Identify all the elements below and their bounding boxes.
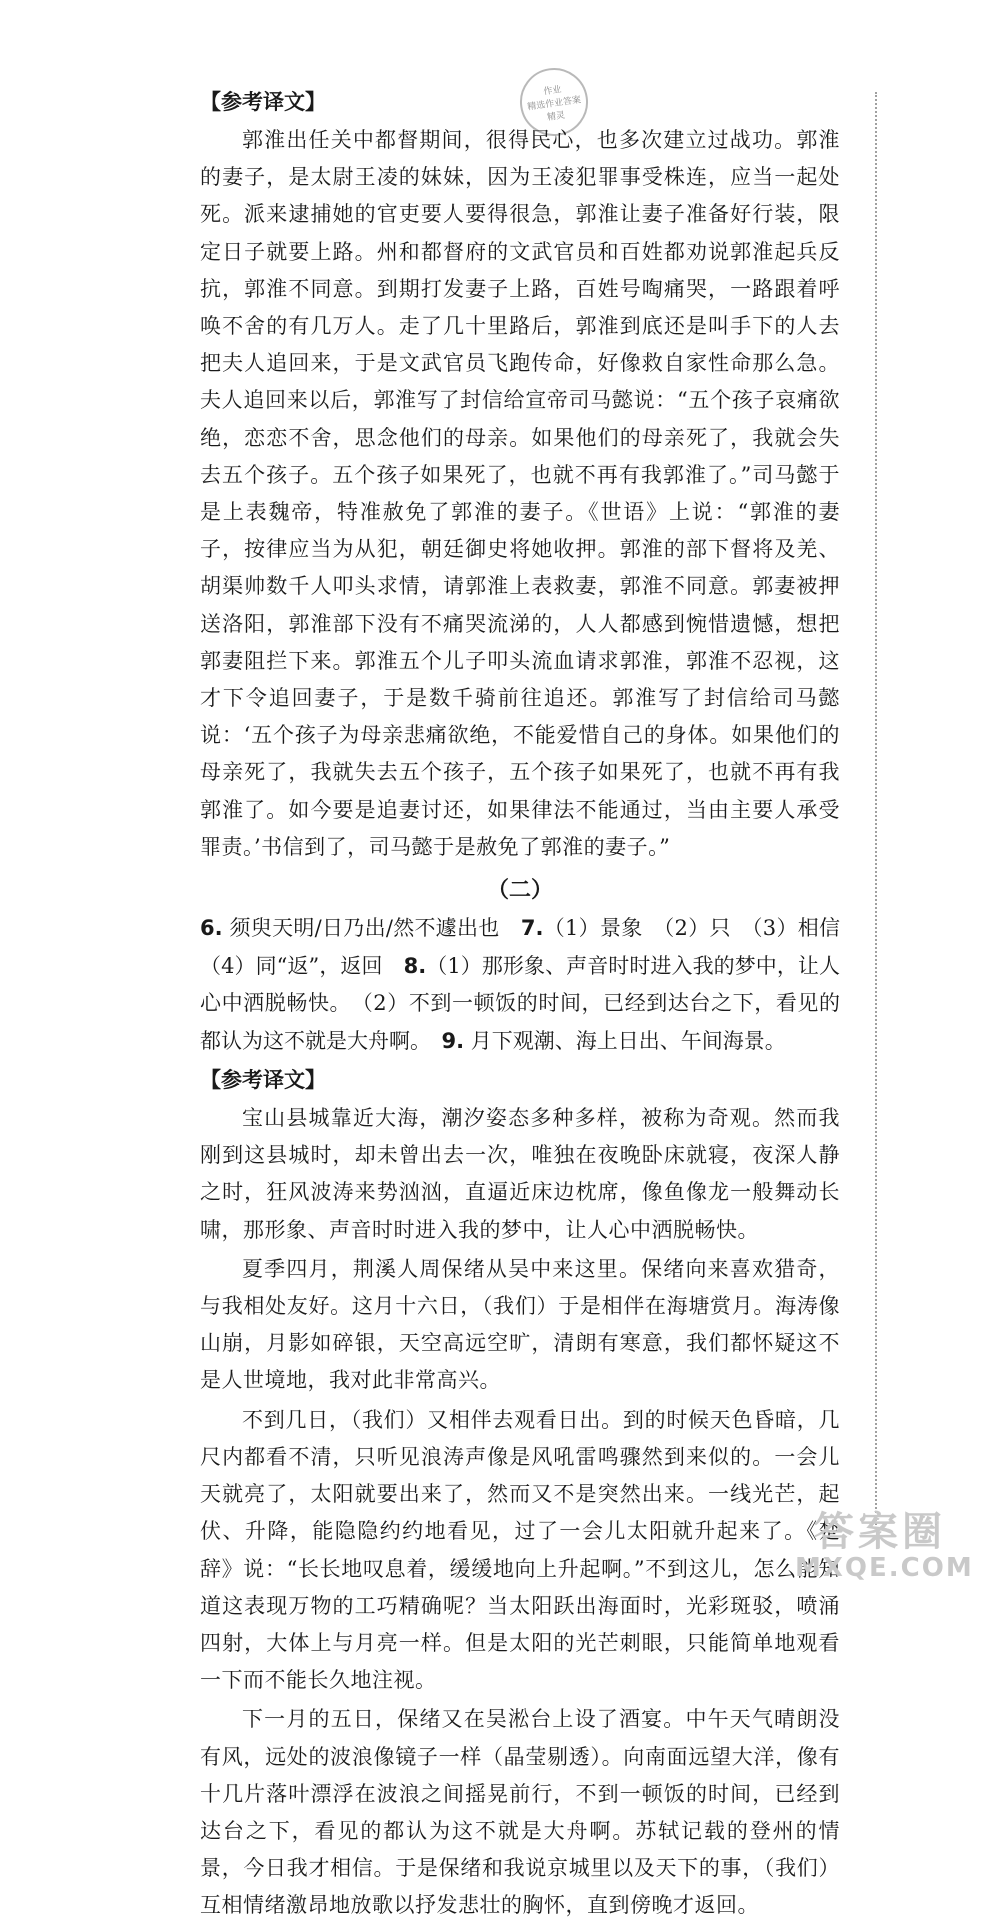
answer-7-text: （1）景象 （2）只 （3）相信 （4）同“返”，返回 [200,916,861,978]
answer-9-number: 9. [441,1028,465,1053]
answer-8-text: （1）那形象、声音时时进入我的梦中，让人心中洒脱畅快。 （2）不到一顿饭的时间，已经到达台之下，看见的都认为这不就是大舟啊。 [200,953,840,1053]
answers-block [200,910,861,1060]
paragraph: 下一月的五日，保绪又在吴淞台上设了酒宴。中午天气晴朗没有风，远处的波浪像镜子一样（晶莹剔透）。向南面远望大洋，像有十几片落叶漂浮在波浪之间摇晃前行，不到一顿饭的时间，已经到达台之下，看见的都认为这不就是大舟啊。苏轼记载的登州的情景，今日我才相信。于是保绪和我说京城里以及天下的事，（我们）互相情绪激昂地放歌以抒发悲壮的胸怀，直到傍晚才返回。 [200,1707,840,1918]
paragraph: 夏季四月，荆溪人周保绪从吴中来这里。保绪向来喜欢猎奇，与我相处友好。这月十六日，（我们）于是相伴在海塘赏月。海涛像山崩，月影如碎银，天空高远空旷，清朗有寒意，我们都怀疑这不是人世境地，我对此非常高兴。 [200,1256,840,1393]
watermark-url-text: MXQE.COM [795,1553,974,1583]
translation-section-1 [200,82,840,866]
page-margin-dotted-line [875,92,877,1532]
translation-section-2 [200,1060,840,1924]
answer-6-number: 6. [200,916,223,941]
answer-9-text: 月下观潮、海上日出、午间海景。 [464,1028,786,1053]
stamp-middle-text: 精选作业答案 [526,94,582,113]
watermark-logo [795,1509,974,1583]
stamp-bottom-text: 精灵 [546,110,566,123]
document-page [200,82,861,1925]
paragraph: 郭淮出任关中都督期间，很得民心，也多次建立过战功。郭淮的妻子，是太尉王凌的妹妹，因为王凌犯罪事受株连，应当一起处死。派来逮捕她的官吏要人要得很急，郭淮让妻子准备好行装，限定日子就要上路。州和都督府的文武官员和百姓都劝说郭淮起兵反抗，郭淮不同意。到期打发妻子上路，百姓号啕痛哭，一路跟着呼唤不舍的有几万人。走了几十里路后，郭淮到底还是叫手下的人去把夫人追回来，于是文武官员飞跑传命，好像救自家性命那么急。夫人追回来以后，郭淮写了封信给宣帝司马懿说：“五个孩子哀痛欲绝，恋恋不舍，思念他们的母亲。如果他们的母亲死了，我就会失去五个孩子。五个孩子如果死了，也就不再有我郭淮了。”司马懿于是上表魏帝，特准赦免了郭淮的妻子。《世语》上说：“郭淮的妻子，按律应当为从犯，朝廷御史将她收押。郭淮的部下督将及羌、胡渠帅数千人叩头求情，请郭淮上表救妻，郭淮不同意。郭妻被押送洛阳，郭淮部下没有不痛哭流涕的，人人都感到惋惜遗憾，想把郭妻阻拦下来。郭淮五个儿子叩头流血请求郭淮，郭淮不忍视，这才下令追回妻子，于是数千骑前往追还。郭淮写了封信给司马懿说：‘五个孩子为母亲悲痛欲绝，不能爱惜自己的身体。如果他们的母亲死了，我就失去五个孩子，五个孩子如果死了，也就不再有我郭淮了。如今要是追妻讨还，如果律法不能通过，当由主要人承受罪责。’书信到了，司马懿于是赦免了郭淮的妻子。” [200,128,840,859]
section-label: 【参考译文】 [200,89,326,114]
watermark-chinese-text: 答案圈 [814,1509,946,1555]
part-heading: （二） [486,877,553,904]
paragraph: 不到几日，（我们）又相伴去观看日出。到的时候天色昏暗，几尺内都看不清，只听见浪涛声像是风吼雷鸣骤然到来似的。一会儿天就亮了，太阳就要出来了，然而又不是突然出来。一线光芒，起伏、升降，能隐隐约约地看见，过了一会儿太阳就升起来了。《楚辞》说：“长长地叹息着，缓缓地向上升起啊。”不到这儿，怎么能知道这表现万物的工巧精确呢？当太阳跃出海面时，光彩斑驳，喷涌四射，大体上与月亮一样。但是太阳的光芒刺眼，只能简单地观看一下而不能长久地注视。 [200,1407,840,1693]
answer-6-text: 须臾天明/日乃出/然不遽出也 [222,916,500,941]
answer-7-number: 7. [520,916,544,941]
answer-8-number: 8. [403,953,427,978]
section-label: 【参考译文】 [200,1067,326,1093]
stamp-top-text: 作业 [542,84,563,97]
paragraph: 宝山县城靠近大海，潮汐姿态多种多样，被称为奇观。然而我刚到这县城时，却未曾出去一次，唯独在夜晚卧床就寝，夜深人静之时，狂风波涛来势汹汹，直逼近床边枕席，像鱼像龙一般舞动长啸，那形象、声音时时进入我的梦中，让人心中洒脱畅快。 [200,1106,840,1242]
